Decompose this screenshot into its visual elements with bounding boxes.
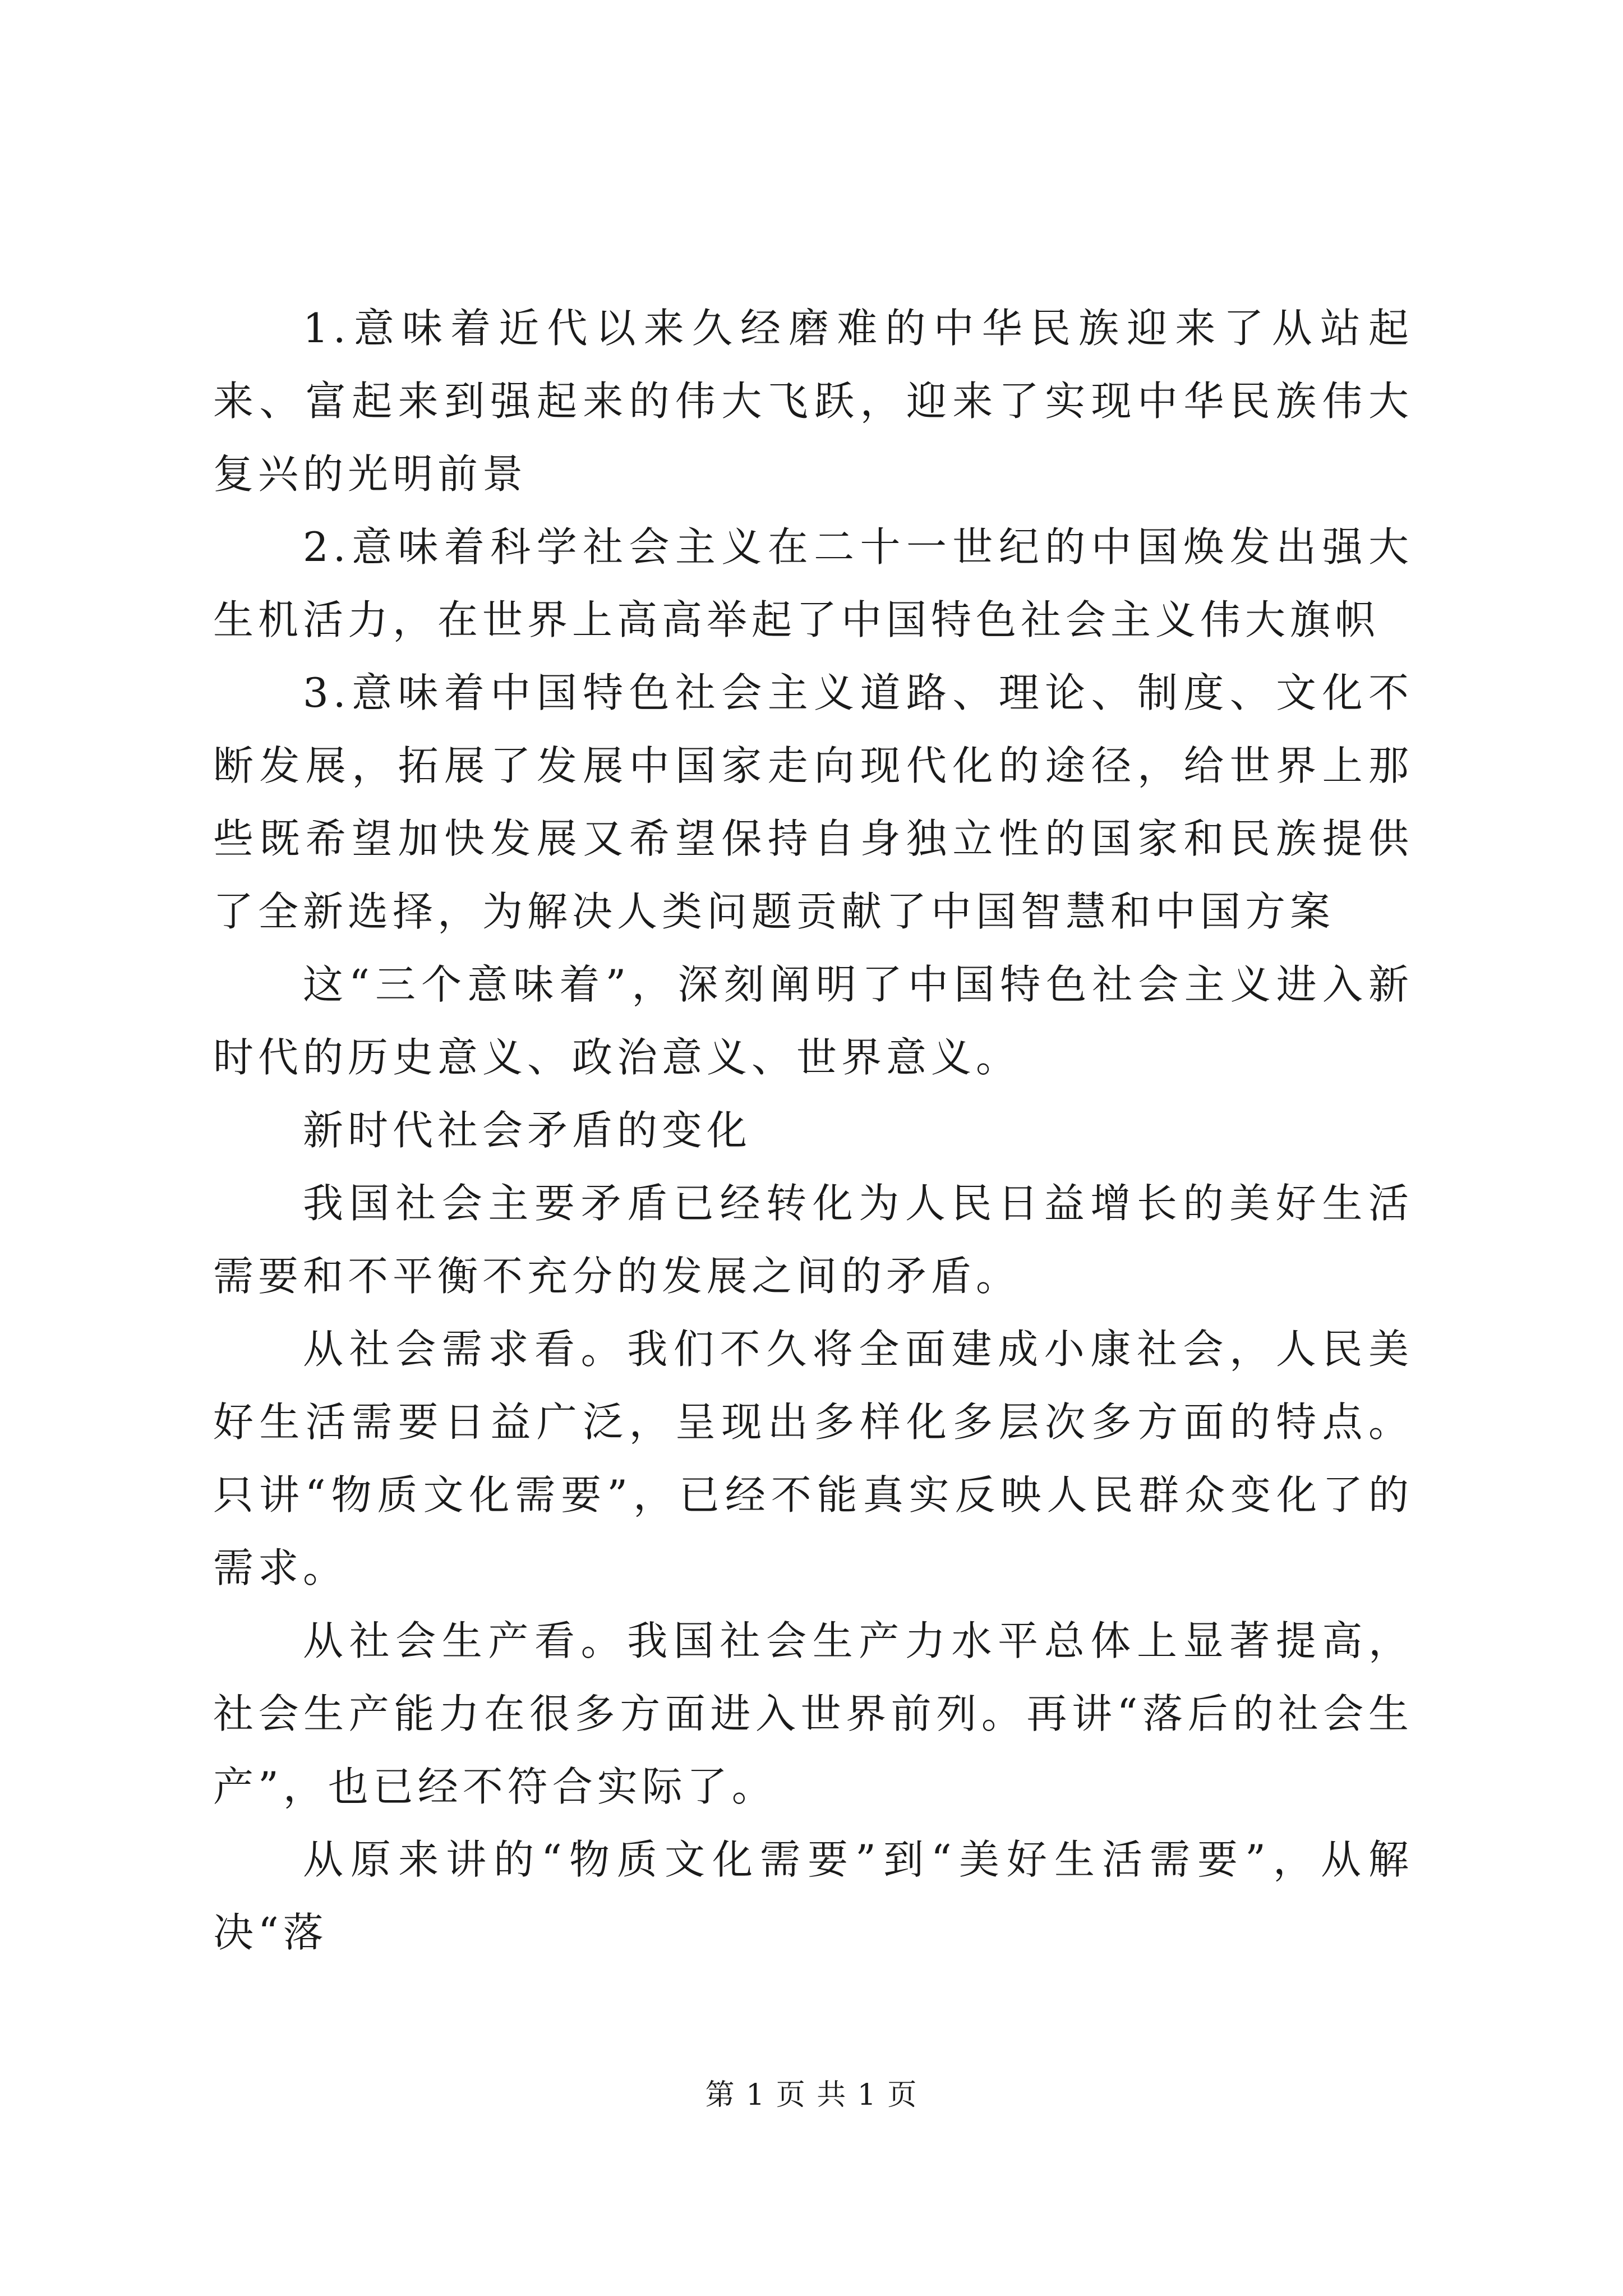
paragraph-three-meanings-summary: 这“三个意味着”，深刻阐明了中国特色社会主义进入新时代的历史意义、政治意义、世界意义。 [213,961,1413,1081]
paragraph-social-production: 从社会生产看。我国社会生产力水平总体上显著提高，社会生产能力在很多方面进入世界前列。再讲“落后的社会生产”，也已经不符合实际了。 [213,1617,1413,1810]
page-number-footer: 第 1 页 共 1 页 [705,2078,918,2112]
paragraph-main-contradiction: 我国社会主要矛盾已经转化为人民日益增长的美好生活需要和不平衡不充分的发展之间的矛盾。 [213,1180,1413,1300]
paragraph-item-3: 3.意味着中国特色社会主义道路、理论、制度、文化不断发展，拓展了发展中国家走向现代化的途径，给世界上那些既希望加快发展又希望保持自身独立性的国家和民族提供了全新选择，为解决人类问题贡献了中国智慧和中国方案 [213,669,1413,935]
paragraph-item-2: 2.意味着科学社会主义在二十一世纪的中国焕发出强大生机活力，在世界上高高举起了中国特色社会主义伟大旗帜 [213,523,1413,643]
section-heading: 新时代社会矛盾的变化 [303,1107,752,1154]
paragraph-social-demand: 从社会需求看。我们不久将全面建成小康社会，人民美好生活需要日益广泛，呈现出多样化多层次多方面的特点。只讲“物质文化需要”，已经不能真实反映人民群众变化了的需求。 [213,1326,1413,1591]
paragraph-continuation: 从原来讲的“物质文化需要”到“美好生活需要”，从解决“落 [213,1836,1413,1956]
document-body [213,292,1413,1969]
paragraph-item-1: 1.意味着近代以来久经磨难的中华民族迎来了从站起来、富起来到强起来的伟大飞跃，迎来了实现中华民族伟大复兴的光明前景 [213,305,1413,498]
